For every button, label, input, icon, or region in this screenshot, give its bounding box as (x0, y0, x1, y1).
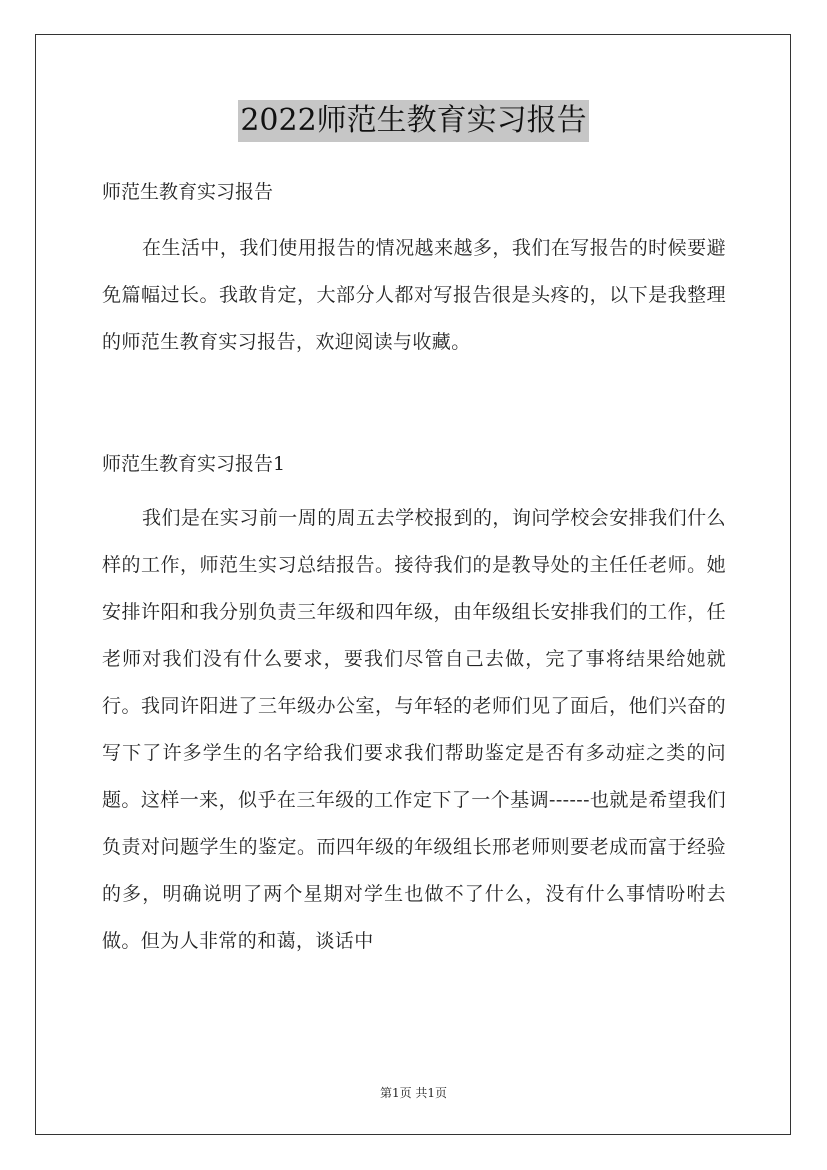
section-heading: 师范生教育实习报告1 (102, 453, 286, 475)
page-footer: 第1页 共1页 (379, 1086, 448, 1100)
intro-paragraph: 在生活中，我们使用报告的情况越来越多，我们在写报告的时候要避免篇幅过长。我敢肯定，大部分人都对写报告很是头疼的，以下是我整理的师范生教育实习报告，欢迎阅读与收藏。 (102, 237, 726, 353)
title-container (0, 100, 827, 142)
document-subtitle: 师范生教育实习报告 (102, 181, 274, 203)
section-body-paragraph: 我们是在实习前一周的周五去学校报到的，询问学校会安排我们什么样的工作，师范生实习总结报告。接待我们的是教导处的主任任老师。她安排许阳和我分别负责三年级和四年级，由年级组长安排我们的工作，任老师对我们没有什么要求，要我们尽管自己去做，完了事将结果给她就行。我同许阳进了三年级办公室，与年轻的老师们见了面后，他们兴奋的写下了许多学生的名字给我们要求我们帮助鉴定是否有多动症之类的问题。这样一来，似乎在三年级的工作定下了一个基调------也就是希望我们负责对问题学生的鉴定。而四年级的年级组长邢老师则要老成而富于经验的多，明确说明了两个星期对学生也做不了什么，没有什么事情吩咐去做。但为人非常的和蔼，谈话中 (102, 507, 726, 952)
document-title: 2022师范生教育实习报告 (238, 100, 588, 142)
